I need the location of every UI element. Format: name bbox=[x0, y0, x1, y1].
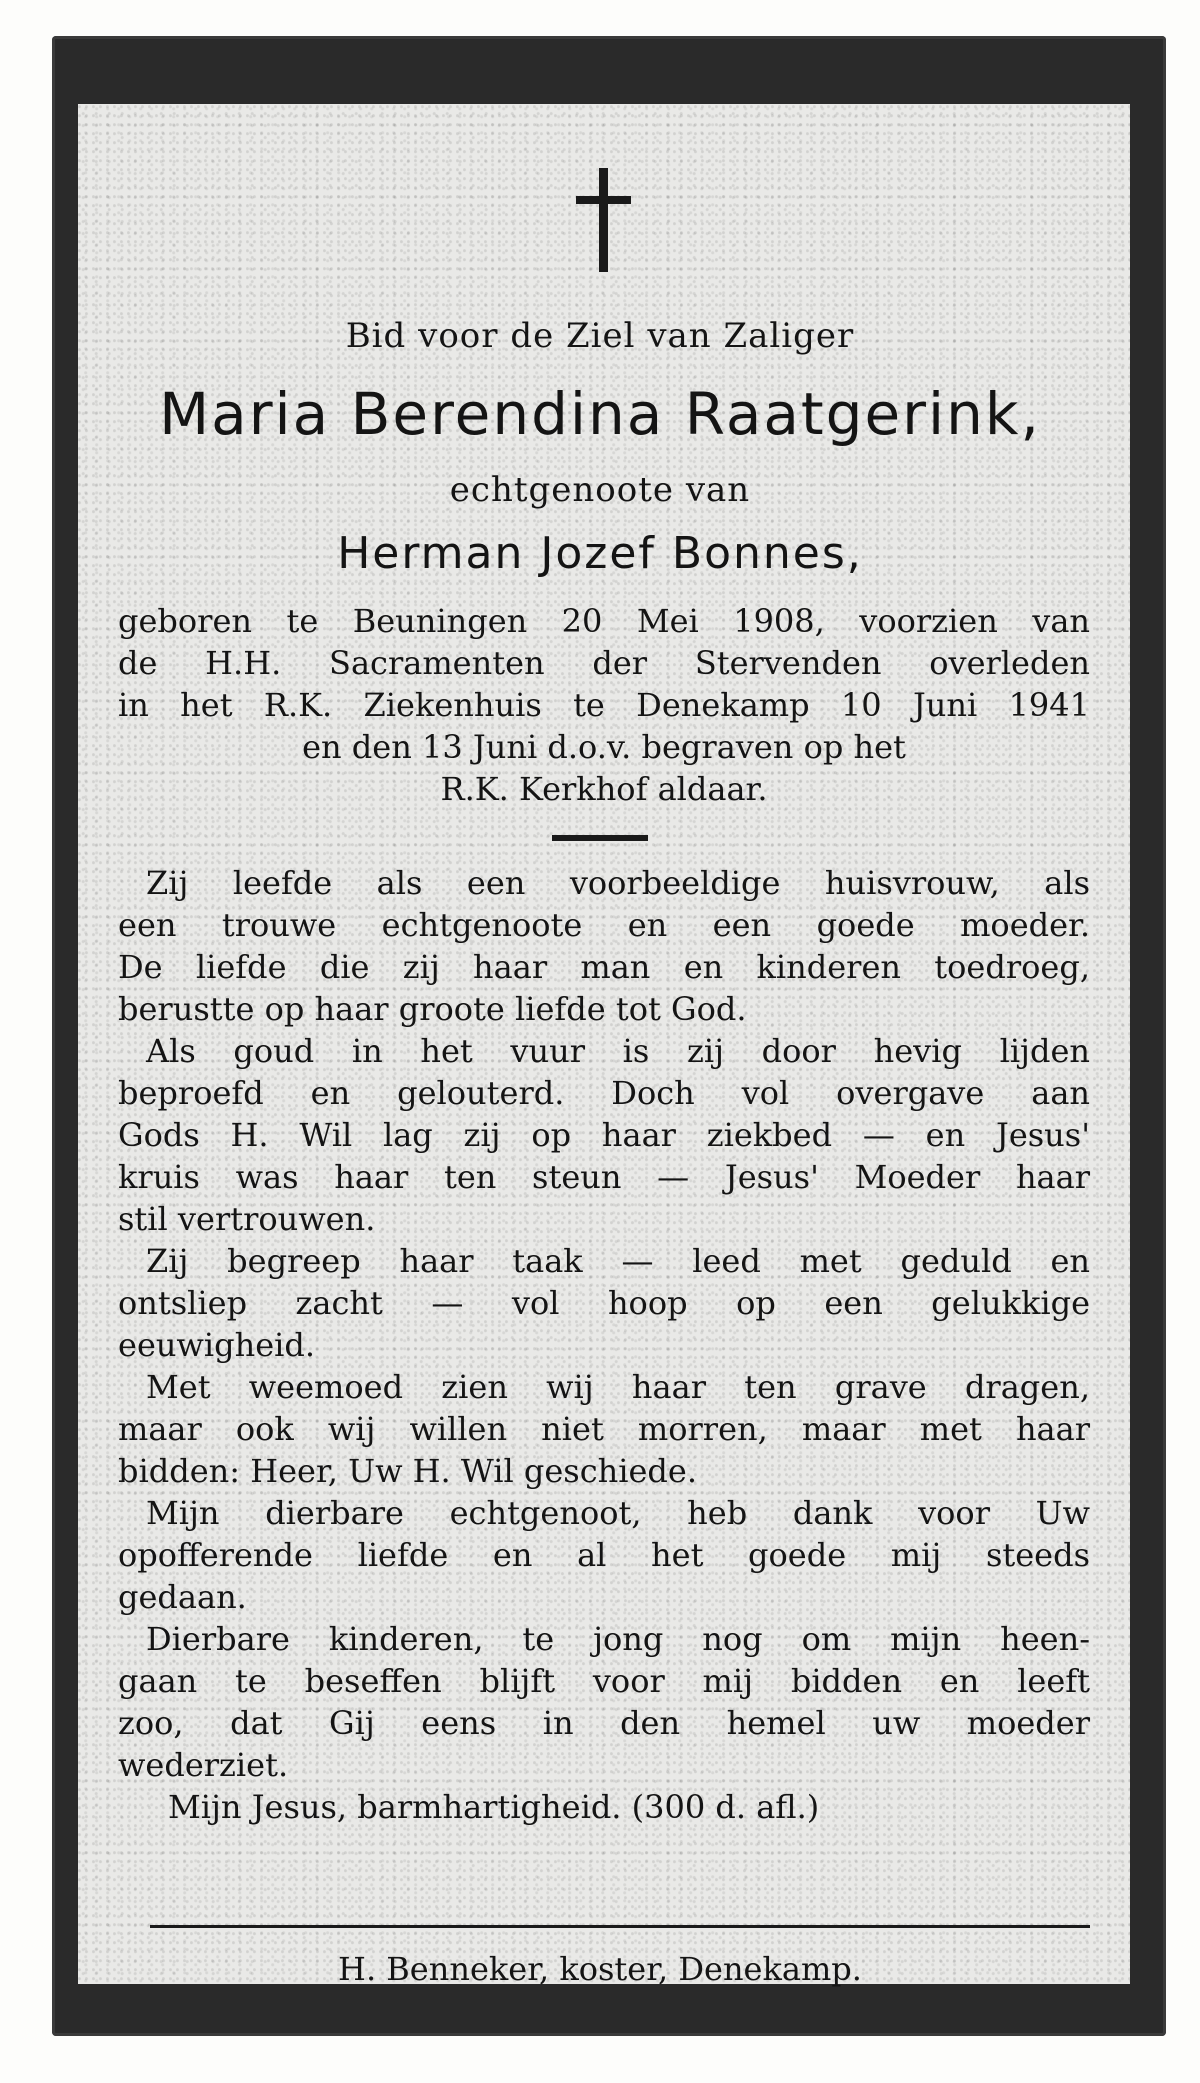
text-line: wederziet. bbox=[118, 1746, 289, 1784]
deceased-name: Maria Berendina Raatgerink, bbox=[159, 380, 1041, 448]
text-line: eeuwigheid. bbox=[118, 1326, 316, 1364]
biography-line: R.K. Kerkhof aldaar. bbox=[440, 770, 768, 808]
prayer-heading: Bid voor de Ziel van Zaliger bbox=[345, 316, 855, 356]
text-line: berustte op haar groote liefde tot God. bbox=[118, 990, 747, 1028]
biography-line: in het R.K. Ziekenhuis te Denekamp 10 Juni 1941 bbox=[118, 686, 1090, 724]
text-line: ontsliep zacht — vol hoop op een gelukkige bbox=[118, 1284, 1090, 1322]
text-line: gedaan. bbox=[118, 1578, 247, 1616]
text-line: bidden: Heer, Uw H. Wil geschiede. bbox=[118, 1452, 697, 1490]
text-line: een trouwe echtgenoote en een goede moeder. bbox=[118, 906, 1090, 944]
bottom-divider bbox=[150, 1925, 1090, 1928]
short-divider bbox=[552, 835, 648, 841]
text-line: zoo, dat Gij eens in den hemel uw moeder bbox=[118, 1704, 1090, 1742]
biography-block bbox=[118, 600, 1090, 810]
text-line: Als goud in het vuur is zij door hevig lijden bbox=[146, 1032, 1090, 1070]
text-line: Gods H. Wil lag zij op haar ziekbed — en Jesus' bbox=[118, 1116, 1090, 1154]
text-line: beproefd en gelouterd. Doch vol overgave aan bbox=[118, 1074, 1090, 1112]
memorial-text-block bbox=[118, 862, 1090, 1828]
text-line: Met weemoed zien wij haar ten grave dragen, bbox=[146, 1368, 1090, 1406]
text-line: gaan te beseffen blijft voor mij bidden en leeft bbox=[118, 1662, 1090, 1700]
printer-credit: H. Benneker, koster, Denekamp. bbox=[338, 1950, 862, 1988]
biography-line: en den 13 Juni d.o.v. begraven op het bbox=[302, 728, 906, 766]
prayer-line: Mijn Jesus, barmhartigheid. (300 d. afl.) bbox=[168, 1788, 820, 1826]
text-line: Dierbare kinderen, te jong nog om mijn heen- bbox=[146, 1620, 1090, 1658]
text-line: maar ook wij willen niet morren, maar met haar bbox=[118, 1410, 1090, 1448]
text-line: opofferende liefde en al het goede mij steeds bbox=[118, 1536, 1090, 1574]
text-line: Zij begreep haar taak — leed met geduld en bbox=[146, 1242, 1090, 1280]
spouse-name: Herman Jozef Bonnes, bbox=[337, 528, 863, 579]
cross-icon bbox=[588, 168, 618, 272]
text-line: Zij leefde als een voorbeeldige huisvrouw, als bbox=[146, 864, 1090, 902]
text-line: stil vertrouwen. bbox=[118, 1200, 376, 1238]
biography-line: de H.H. Sacramenten der Stervenden overleden bbox=[118, 644, 1090, 682]
relation-line: echtgenoote van bbox=[449, 470, 751, 510]
biography-line: geboren te Beuningen 20 Mei 1908, voorzien van bbox=[118, 602, 1090, 640]
text-line: De liefde die zij haar man en kinderen toedroeg, bbox=[118, 948, 1090, 986]
text-line: Mijn dierbare echtgenoot, heb dank voor Uw bbox=[146, 1494, 1090, 1532]
text-line: kruis was haar ten steun — Jesus' Moeder haar bbox=[118, 1158, 1090, 1196]
